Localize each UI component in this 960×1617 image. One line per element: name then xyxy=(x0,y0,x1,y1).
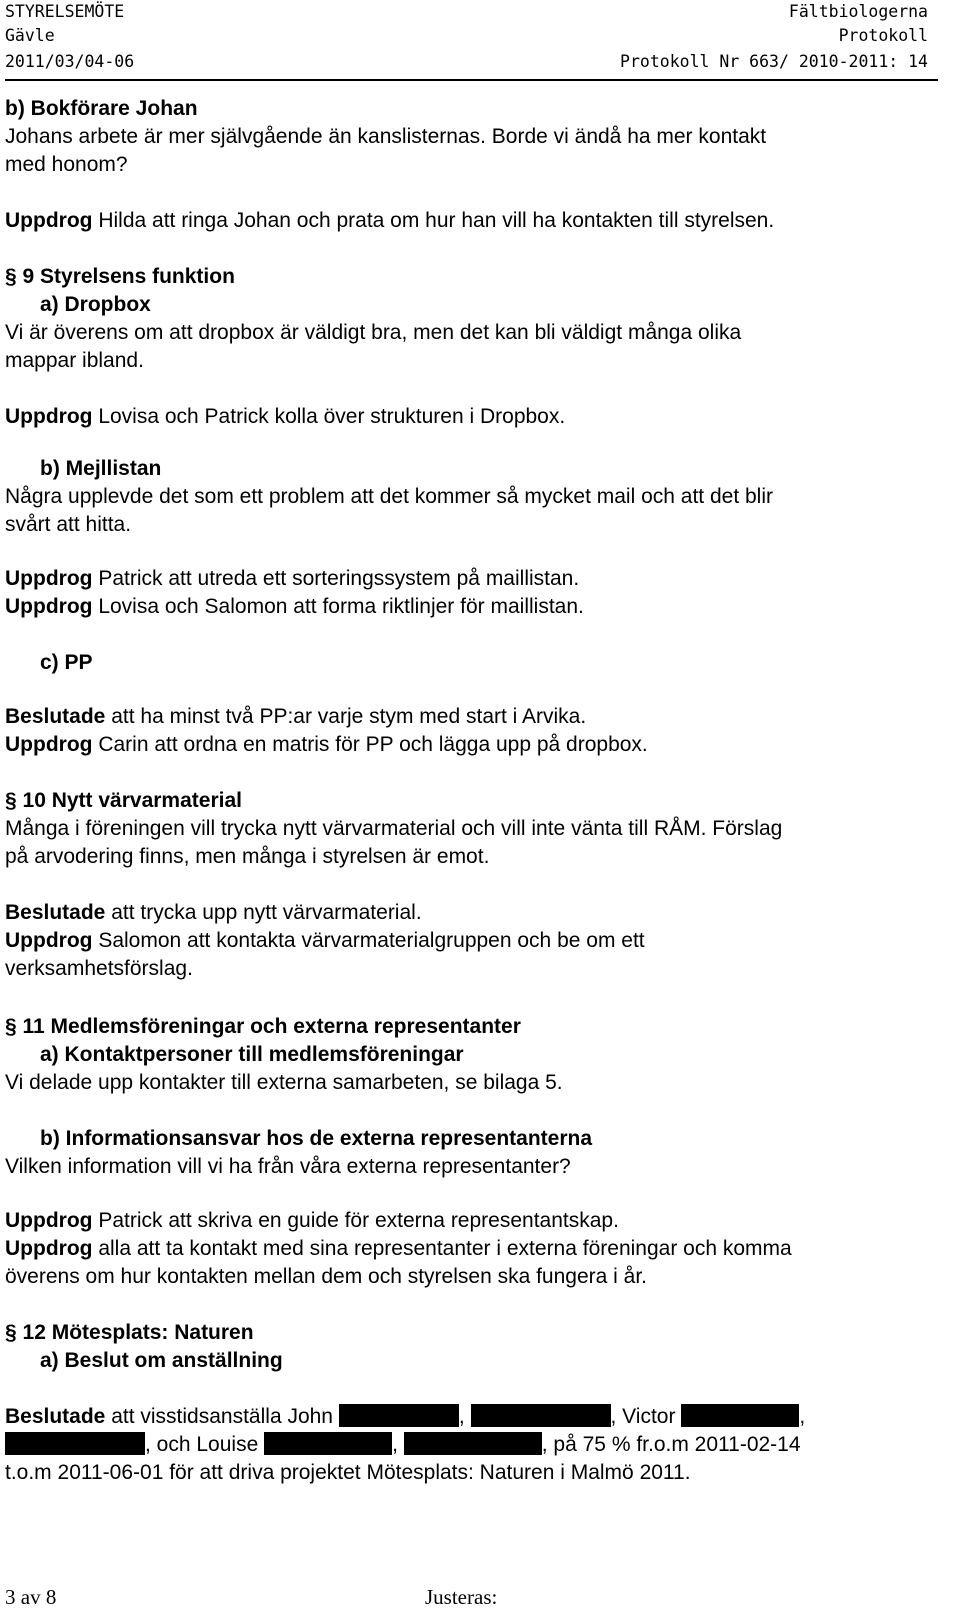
subsection-title: b) Mejllistan xyxy=(40,457,162,480)
decision-keyword: Beslutade xyxy=(5,901,106,924)
task-line: Uppdrog Carin att ordna en matris för PP och lägga upp på dropbox. xyxy=(5,733,648,756)
paragraph-line: Några upplevde det som ett problem att det kommer så mycket mail och att det blir xyxy=(5,485,774,508)
task-line: Uppdrog Lovisa och Salomon att forma riktlinjer för maillistan. xyxy=(5,595,584,618)
subsection-title: a) Beslut om anställning xyxy=(40,1349,283,1372)
redaction-bar xyxy=(681,1404,799,1427)
task-keyword: Uppdrog xyxy=(5,595,93,618)
paragraph-line: med honom? xyxy=(5,153,128,176)
header-divider xyxy=(5,79,938,81)
task-line: Uppdrog Lovisa och Patrick kolla över strukturen i Dropbox. xyxy=(5,405,566,428)
task-line: Uppdrog alla att ta kontakt med sina representanter i externa föreningar och komma xyxy=(5,1237,792,1260)
redaction-bar xyxy=(264,1432,392,1455)
subsection-title: b) Informationsansvar hos de externa representanterna xyxy=(40,1127,592,1150)
paragraph-line: Vi är överens om att dropbox är väldigt bra, men det kan bli väldigt många olika xyxy=(5,321,742,344)
task-keyword: Uppdrog xyxy=(5,405,93,428)
paragraph-line: mappar ibland. xyxy=(5,349,144,372)
task-keyword: Uppdrog xyxy=(5,567,93,590)
subsection-title: a) Kontaktpersoner till medlemsföreningar xyxy=(40,1043,464,1066)
paragraph-line: överens om hur kontakten mellan dem och styrelsen ska fungera i år. xyxy=(5,1265,647,1288)
section-heading: § 11 Medlemsföreningar och externa representanter xyxy=(5,1015,521,1038)
page-number: 3 av 8 xyxy=(5,1585,57,1609)
redaction-bar xyxy=(339,1404,459,1427)
section-heading: § 12 Mötesplats: Naturen xyxy=(5,1321,254,1344)
paragraph-line: på arvodering finns, men många i styrelsen är emot. xyxy=(5,845,490,868)
task-keyword: Uppdrog xyxy=(5,733,93,756)
doc-meeting-type: STYRELSEMÖTE xyxy=(5,2,125,21)
task-line: Uppdrog Salomon att kontakta värvarmaterialgruppen och be om ett xyxy=(5,929,645,952)
subsection-title: c) PP xyxy=(40,651,93,674)
decision-line: Beslutade att trycka upp nytt värvarmaterial. xyxy=(5,901,422,924)
decision-keyword: Beslutade xyxy=(5,1405,106,1428)
paragraph-line: Många i föreningen vill trycka nytt värvarmaterial och vill inte vänta till RÅM. Förslag xyxy=(5,817,783,840)
redaction-bar xyxy=(471,1404,611,1427)
decision-line: , och Louise , , på 75 % fr.o.m 2011-02-14 xyxy=(5,1432,801,1458)
section-heading: § 9 Styrelsens funktion xyxy=(5,265,235,288)
doc-type: Protokoll xyxy=(838,26,928,45)
task-line: Uppdrog Hilda att ringa Johan och prata om hur han vill ha kontakten till styrelsen. xyxy=(5,209,775,232)
task-keyword: Uppdrog xyxy=(5,209,93,232)
paragraph-line: Vi delade upp kontakter till externa samarbeten, se bilaga 5. xyxy=(5,1071,563,1094)
decision-line: Beslutade att ha minst två PP:ar varje stym med start i Arvika. xyxy=(5,705,587,728)
paragraph-line: Johans arbete är mer självgående än kanslisternas. Borde vi ändå ha mer kontakt xyxy=(5,125,767,148)
task-keyword: Uppdrog xyxy=(5,1237,93,1260)
section-title: b) Bokförare Johan xyxy=(5,97,198,120)
paragraph-line: Vilken information vill vi ha från våra externa representanter? xyxy=(5,1155,571,1178)
doc-location: Gävle xyxy=(5,26,55,45)
paragraph-line: verksamhetsförslag. xyxy=(5,957,193,980)
paragraph-line: t.o.m 2011-06-01 för att driva projektet Mötesplats: Naturen i Malmö 2011. xyxy=(5,1461,691,1484)
paragraph-line: svårt att hitta. xyxy=(5,513,132,536)
redaction-bar xyxy=(5,1432,145,1455)
task-keyword: Uppdrog xyxy=(5,1209,93,1232)
doc-dates: 2011/03/04-06 xyxy=(5,52,135,71)
task-line: Uppdrog Patrick att skriva en guide för externa representantskap. xyxy=(5,1209,619,1232)
decision-line: Beslutade att visstidsanställa John , , Victor , xyxy=(5,1405,806,1428)
task-line: Uppdrog Patrick att utreda ett sorteringssystem på maillistan. xyxy=(5,567,580,590)
justeras-label: Justeras: xyxy=(425,1585,498,1609)
redaction-bar xyxy=(404,1432,542,1455)
decision-keyword: Beslutade xyxy=(5,705,106,728)
task-keyword: Uppdrog xyxy=(5,929,93,952)
section-heading: § 10 Nytt värvarmaterial xyxy=(5,789,242,812)
doc-organization: Fältbiologerna xyxy=(788,2,928,21)
doc-protocol-number: Protokoll Nr 663/ 2010-2011: 14 xyxy=(620,52,928,71)
subsection-title: a) Dropbox xyxy=(40,293,151,316)
